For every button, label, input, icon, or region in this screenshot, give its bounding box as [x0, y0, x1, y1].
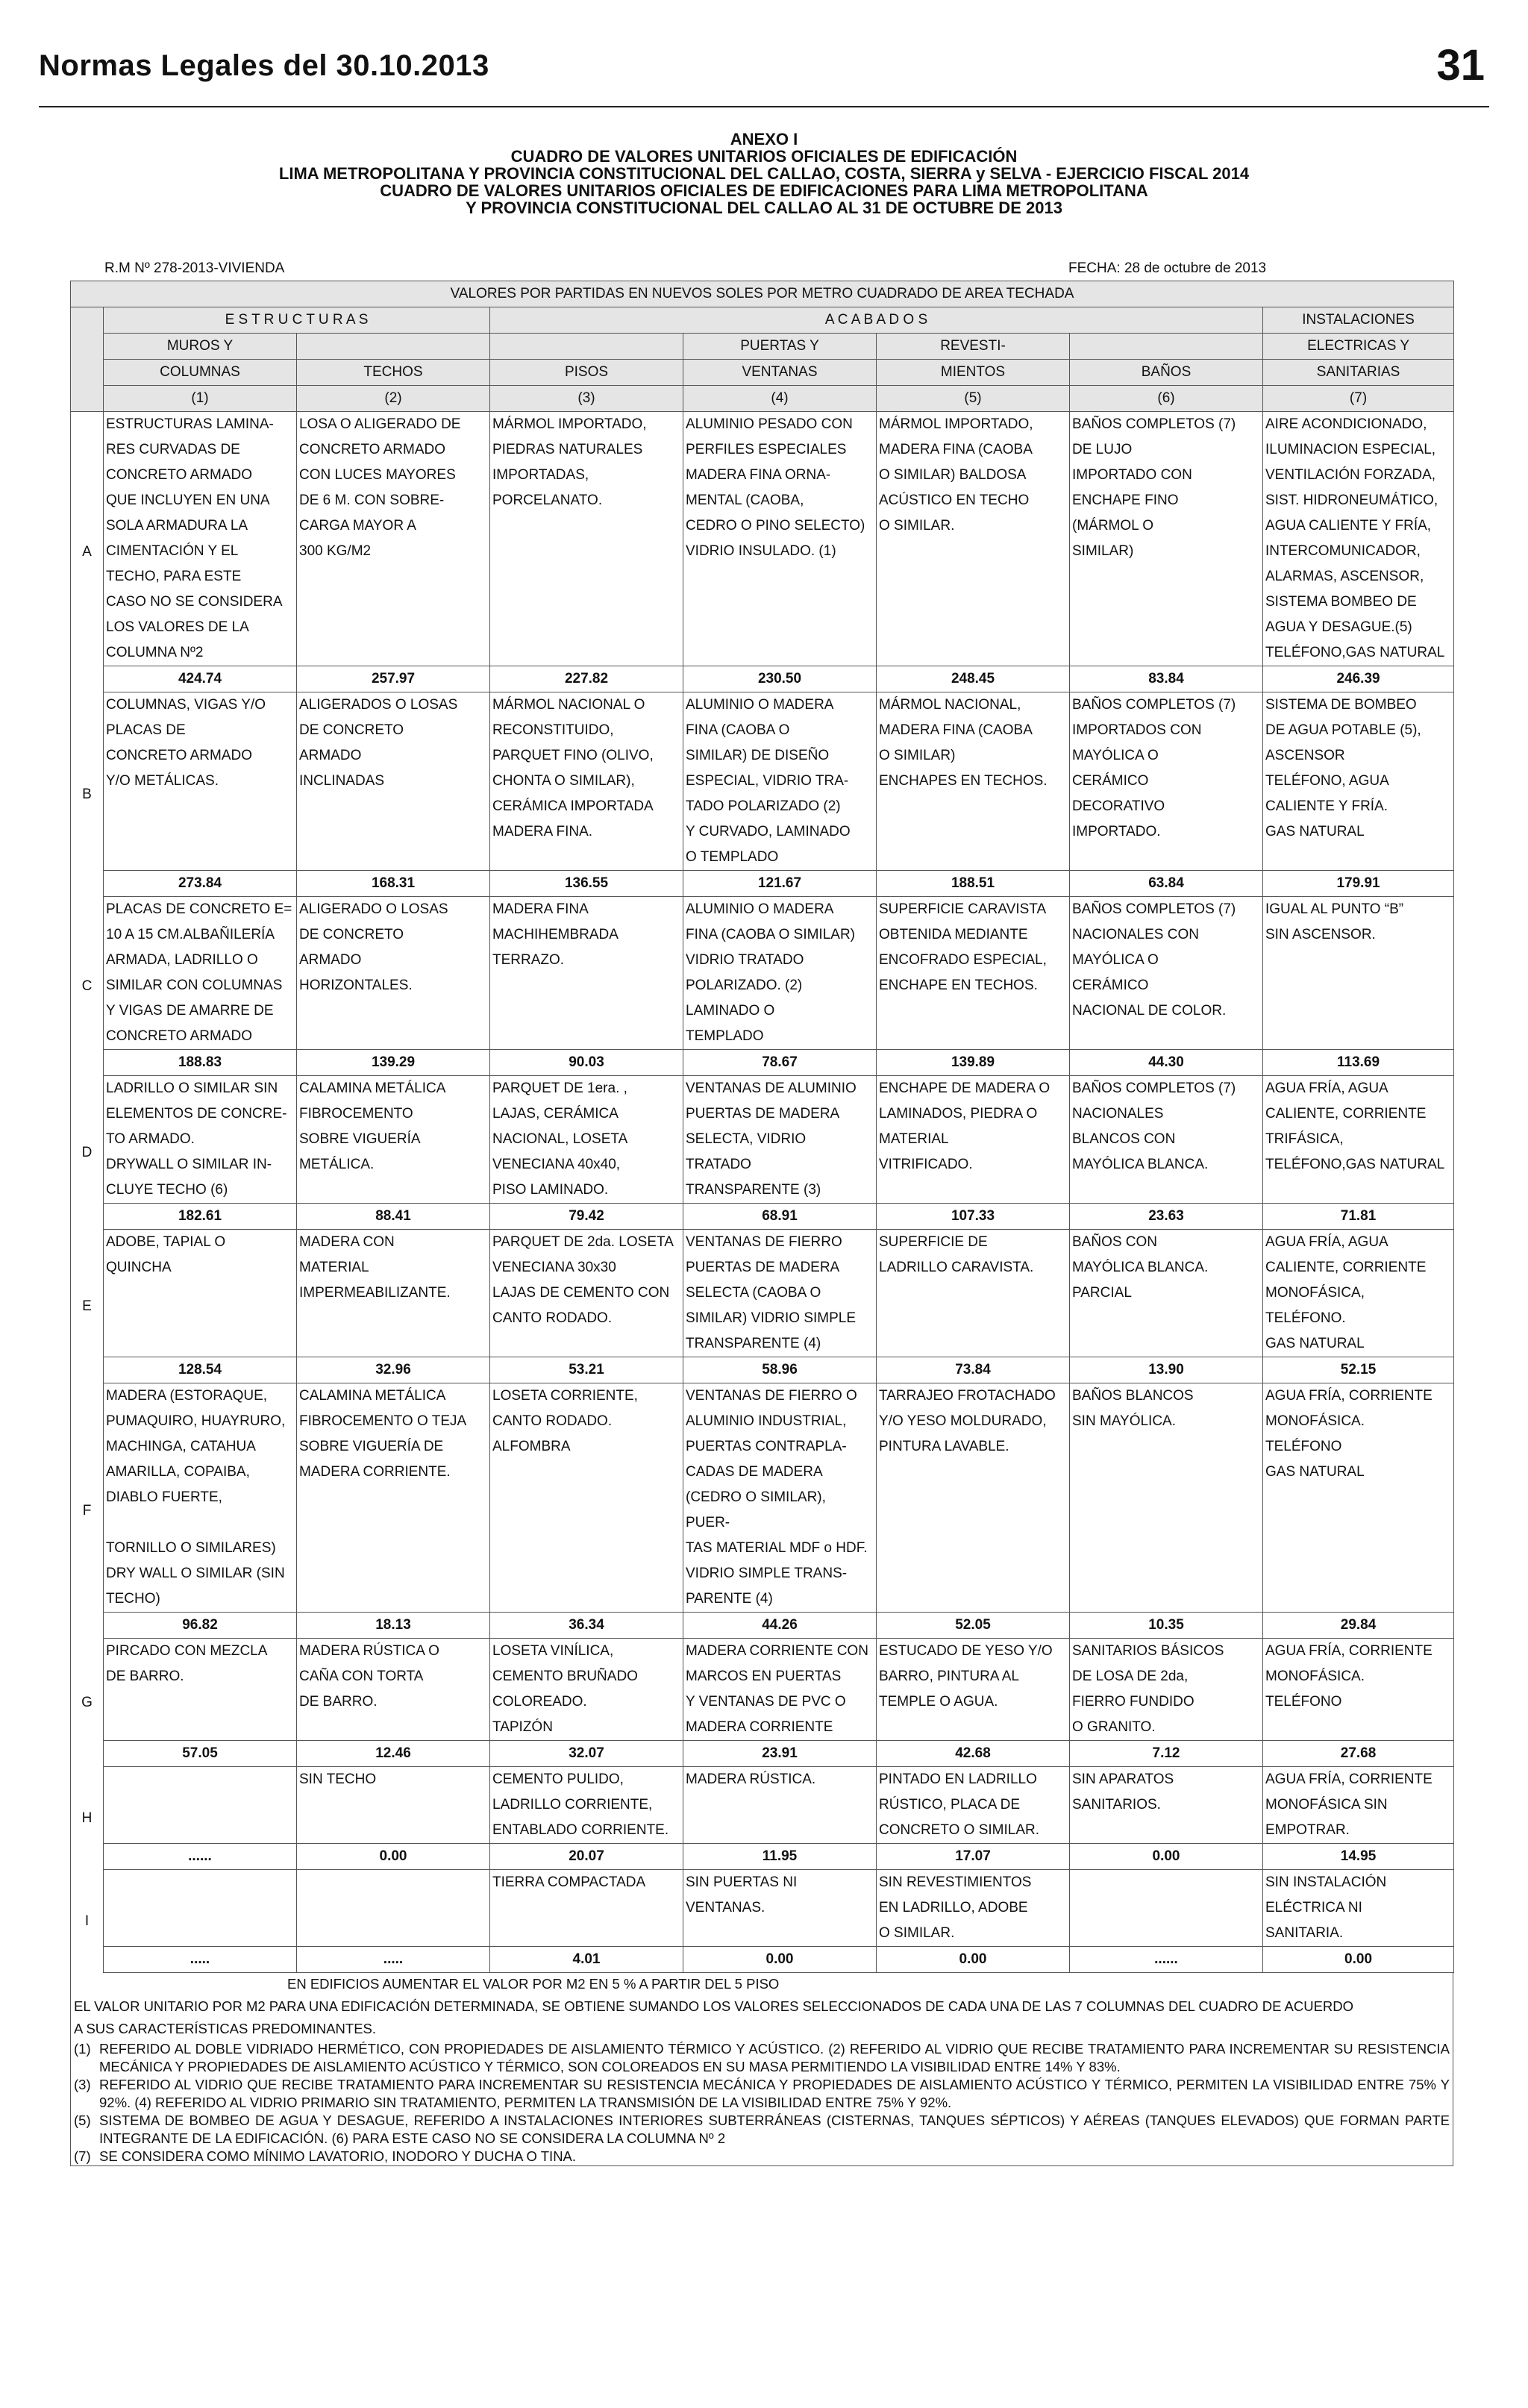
category-value-row	[71, 871, 1454, 897]
description-cell: TARRAJEO FROTACHADO Y/O YESO MOLDURADO, PINTURA LAVABLE.	[877, 1383, 1070, 1613]
footnote-text: SISTEMA DE BOMBEO DE AGUA Y DESAGUE, REFERIDO A INSTALACIONES INTERIORES SUBTERRÁNEAS (CISTERNAS, TANQUES SÉPTICOS) Y AÉREAS (TANQUES ELEVADOS) QUE FORMAN PARTE INTEGRANTE DE LA EDIFICACIÓN. (6) PARA ESTE CASO NO SE CONSIDERA LA COLUMNA Nº 2	[99, 2113, 1450, 2146]
description-cell: AIRE ACONDICIONADO, ILUMINACION ESPECIAL, VENTILACIÓN FORZADA, SIST. HIDRONEUMÁTICO, AGUA CALIENTE Y FRÍA, INTERCOMUNICADOR, ALARMAS, ASCENSOR, SISTEMA BOMBEO DE AGUA Y DESAGUE.(5) TELÉFONO,GAS NATURAL	[1263, 412, 1454, 666]
category-description-row	[71, 692, 1454, 871]
value-cell: 68.91	[683, 1204, 877, 1230]
description-cell: LADRILLO O SIMILAR SIN ELEMENTOS DE CONCRE- TO ARMADO. DRYWALL O SIMILAR IN- CLUYE TECHO (6)	[104, 1076, 297, 1204]
column-header-line1	[297, 334, 490, 360]
column-number: (2)	[297, 386, 490, 412]
value-cell: .....	[297, 1947, 490, 1973]
value-cell: 17.07	[877, 1844, 1070, 1870]
value-cell: 36.34	[490, 1613, 683, 1639]
footnote	[71, 2112, 1453, 2148]
table-banner-row	[71, 281, 1454, 307]
description-cell: LOSA O ALIGERADO DE CONCRETO ARMADO CON LUCES MAYORES DE 6 M. CON SOBRE- CARGA MAYOR A 300 KG/M2	[297, 412, 490, 666]
column-header-line1: PUERTAS Y	[683, 334, 877, 360]
footnote	[71, 2076, 1453, 2112]
value-cell: 136.55	[490, 871, 683, 897]
category-description-row	[71, 1870, 1454, 1947]
description-cell: VENTANAS DE ALUMINIO PUERTAS DE MADERA SELECTA, VIDRIO TRATADO TRANSPARENTE (3)	[683, 1076, 877, 1204]
column-number: (6)	[1070, 386, 1263, 412]
description-cell: SANITARIOS BÁSICOS DE LOSA DE 2da, FIERRO FUNDIDO O GRANITO.	[1070, 1639, 1263, 1741]
value-cell: 0.00	[297, 1844, 490, 1870]
title-line-3: CUADRO DE VALORES UNITARIOS OFICIALES DE EDIFICACIONES PARA LIMA METROPOLITANA	[380, 181, 1148, 200]
category-value-row	[71, 1357, 1454, 1383]
category-value-row	[71, 1947, 1454, 1973]
column-header-line1: ELECTRICAS Y	[1263, 334, 1454, 360]
description-cell: MADERA RÚSTICA O CAÑA CON TORTA DE BARRO.	[297, 1639, 490, 1741]
value-cell: 107.33	[877, 1204, 1070, 1230]
footnote-text: REFERIDO AL DOBLE VIDRIADO HERMÉTICO, CON PROPIEDADES DE AISLAMIENTO TÉRMICO Y ACÚSTICO. (2) REFERIDO AL VIDRIO QUE RECIBE TRATAMIENTO PARA INCREMENTAR SU RESISTENCIA MECÁNICA Y PROPIEDADES DE AISLAMIENTO ACÚSTICO Y TÉRMICO, SON COLOREADOS EN SU MASA PERMITIENDO LA VISIBILIDAD ENTRE 14% Y 83%.	[99, 2041, 1450, 2074]
column-number-row	[71, 386, 1454, 412]
column-number: (5)	[877, 386, 1070, 412]
description-cell: VENTANAS DE FIERRO PUERTAS DE MADERA SELECTA (CAOBA O SIMILAR) VIDRIO SIMPLE TRANSPARENTE (4)	[683, 1230, 877, 1357]
value-cell: 88.41	[297, 1204, 490, 1230]
category-value-row	[71, 1844, 1454, 1870]
value-cell: 179.91	[1263, 871, 1454, 897]
footnote-number: (7)	[74, 2148, 91, 2164]
description-cell: CALAMINA METÁLICA FIBROCEMENTO SOBRE VIGUERÍA METÁLICA.	[297, 1076, 490, 1204]
description-cell	[104, 1767, 297, 1844]
group-header-row	[71, 307, 1454, 334]
value-cell: 0.00	[877, 1947, 1070, 1973]
description-cell: SUPERFICIE CARAVISTA OBTENIDA MEDIANTE ENCOFRADO ESPECIAL, ENCHAPE EN TECHOS.	[877, 897, 1070, 1050]
description-cell: ALUMINIO PESADO CON PERFILES ESPECIALES MADERA FINA ORNA- MENTAL (CAOBA, CEDRO O PINO SELECTO) VIDRIO INSULADO. (1)	[683, 412, 877, 666]
category-description-row	[71, 1076, 1454, 1204]
value-cell: 44.30	[1070, 1050, 1263, 1076]
description-cell: BAÑOS CON MAYÓLICA BLANCA. PARCIAL	[1070, 1230, 1263, 1357]
title-annex: ANEXO I	[730, 130, 798, 148]
description-cell: BAÑOS COMPLETOS (7) NACIONALES CON MAYÓLICA O CERÁMICO NACIONAL DE COLOR.	[1070, 897, 1263, 1050]
column-header-line1: MUROS Y	[104, 334, 297, 360]
column-header-line1	[490, 334, 683, 360]
column-header-line2: TECHOS	[297, 360, 490, 386]
description-cell: SUPERFICIE DE LADRILLO CARAVISTA.	[877, 1230, 1070, 1357]
value-cell: 4.01	[490, 1947, 683, 1973]
description-cell: PLACAS DE CONCRETO E= 10 A 15 CM.ALBAÑILERÍA ARMADA, LADRILLO O SIMILAR CON COLUMNAS Y VIGAS DE AMARRE DE CONCRETO ARMADO	[104, 897, 297, 1050]
value-cell: 23.63	[1070, 1204, 1263, 1230]
value-cell: 83.84	[1070, 666, 1263, 692]
footnote-text: SE CONSIDERA COMO MÍNIMO LAVATORIO, INODORO Y DUCHA O TINA.	[99, 2148, 577, 2164]
title-line-4: Y PROVINCIA CONSTITUCIONAL DEL CALLAO AL 31 DE OCTUBRE DE 2013	[466, 198, 1062, 217]
description-cell: AGUA FRÍA, CORRIENTE MONOFÁSICA. TELÉFONO GAS NATURAL	[1263, 1383, 1454, 1613]
column-header-row-2	[71, 360, 1454, 386]
description-cell: AGUA FRÍA, CORRIENTE MONOFÁSICA. TELÉFONO	[1263, 1639, 1454, 1741]
description-cell: ESTRUCTURAS LAMINA- RES CURVADAS DE CONCRETO ARMADO QUE INCLUYEN EN UNA SOLA ARMADURA LA CIMENTACIÓN Y EL TECHO, PARA ESTE CASO NO SE CONSIDERA LOS VALORES DE LA COLUMNA Nº2	[104, 412, 297, 666]
value-cell: 14.95	[1263, 1844, 1454, 1870]
column-number: (4)	[683, 386, 877, 412]
resolution-number: R.M Nº 278-2013-VIVIENDA	[104, 260, 285, 276]
value-cell: 96.82	[104, 1613, 297, 1639]
category-letter: I	[71, 1870, 104, 1973]
category-letter: G	[71, 1639, 104, 1767]
value-cell: 246.39	[1263, 666, 1454, 692]
footer-calculation-note: EL VALOR UNITARIO POR M2 PARA UNA EDIFICACIÓN DETERMINADA, SE OBTIENE SUMANDO LOS VALORES SELECCIONADOS DE CADA UNA DE LAS 7 COLUMNAS DEL CUADRO DE ACUERDO	[74, 1998, 1354, 2014]
description-cell: AGUA FRÍA, CORRIENTE MONOFÁSICA SIN EMPOTRAR.	[1263, 1767, 1454, 1844]
value-cell: 0.00	[1263, 1947, 1454, 1973]
description-cell: ESTUCADO DE YESO Y/O BARRO, PINTURA AL TEMPLE O AGUA.	[877, 1639, 1070, 1741]
value-cell: 71.81	[1263, 1204, 1454, 1230]
value-cell: 10.35	[1070, 1613, 1263, 1639]
category-letter: C	[71, 897, 104, 1076]
category-letter: A	[71, 412, 104, 692]
column-number: (7)	[1263, 386, 1454, 412]
value-cell: 139.29	[297, 1050, 490, 1076]
description-cell: PIRCADO CON MEZCLA DE BARRO.	[104, 1639, 297, 1741]
value-cell: 44.26	[683, 1613, 877, 1639]
category-description-row	[71, 1383, 1454, 1613]
value-cell: 53.21	[490, 1357, 683, 1383]
column-number: (3)	[490, 386, 683, 412]
title-line-1: CUADRO DE VALORES UNITARIOS OFICIALES DE EDIFICACIÓN	[510, 147, 1018, 166]
value-cell: 73.84	[877, 1357, 1070, 1383]
group-estructuras: E S T R U C T U R A S	[104, 307, 490, 334]
category-letter: D	[71, 1076, 104, 1230]
category-letter: F	[71, 1383, 104, 1639]
table-banner: VALORES POR PARTIDAS EN NUEVOS SOLES POR METRO CUADRADO DE AREA TECHADA	[71, 281, 1454, 307]
description-cell: MÁRMOL IMPORTADO, PIEDRAS NATURALES IMPORTADAS, PORCELANATO.	[490, 412, 683, 666]
category-description-row	[71, 1230, 1454, 1357]
value-cell: ......	[104, 1844, 297, 1870]
column-header-row-1	[71, 334, 1454, 360]
value-cell: 188.83	[104, 1050, 297, 1076]
column-header-line2: PISOS	[490, 360, 683, 386]
footnote	[71, 2040, 1453, 2076]
value-cell: 20.07	[490, 1844, 683, 1870]
page-header	[39, 39, 1489, 107]
description-cell: MÁRMOL NACIONAL, MADERA FINA (CAOBA O SIMILAR) ENCHAPES EN TECHOS.	[877, 692, 1070, 871]
footnote-number: (1)	[74, 2041, 91, 2057]
description-cell: MADERA (ESTORAQUE, PUMAQUIRO, HUAYRURO, MACHINGA, CATAHUA AMARILLA, COPAIBA, DIABLO FUERTE, TORNILLO O SIMILARES) DRY WALL O SIMILAR (SIN TECHO)	[104, 1383, 297, 1613]
description-cell: ALUMINIO O MADERA FINA (CAOBA O SIMILAR) DE DISEÑO ESPECIAL, VIDRIO TRA- TADO POLARIZADO (2) Y CURVADO, LAMINADO O TEMPLADO	[683, 692, 877, 871]
description-cell: ENCHAPE DE MADERA O LAMINADOS, PIEDRA O MATERIAL VITRIFICADO.	[877, 1076, 1070, 1204]
value-cell: 52.05	[877, 1613, 1070, 1639]
column-number: (1)	[104, 386, 297, 412]
value-cell: 188.51	[877, 871, 1070, 897]
description-cell: MADERA FINA MACHIHEMBRADA TERRAZO.	[490, 897, 683, 1050]
value-cell: 168.31	[297, 871, 490, 897]
value-cell: 11.95	[683, 1844, 877, 1870]
value-cell: 257.97	[297, 666, 490, 692]
value-cell: 128.54	[104, 1357, 297, 1383]
column-header-line1: REVESTI-	[877, 334, 1070, 360]
footnote-number: (5)	[74, 2113, 91, 2128]
document-date: FECHA: 28 de octubre de 2013	[1068, 260, 1267, 276]
description-cell: SIN PUERTAS NI VENTANAS.	[683, 1870, 877, 1947]
description-cell: AGUA FRÍA, AGUA CALIENTE, CORRIENTE TRIFÁSICA, TELÉFONO,GAS NATURAL	[1263, 1076, 1454, 1204]
column-header-line2: COLUMNAS	[104, 360, 297, 386]
value-cell: .....	[104, 1947, 297, 1973]
description-cell	[104, 1870, 297, 1947]
column-header-line2: BAÑOS	[1070, 360, 1263, 386]
description-cell: MADERA CORRIENTE CON MARCOS EN PUERTAS Y VENTANAS DE PVC O MADERA CORRIENTE	[683, 1639, 877, 1741]
column-header-line1	[1070, 334, 1263, 360]
value-cell: 42.68	[877, 1741, 1070, 1767]
value-cell: 52.15	[1263, 1357, 1454, 1383]
description-cell: PARQUET DE 1era. , LAJAS, CERÁMICA NACIONAL, LOSETA VENECIANA 40x40, PISO LAMINADO.	[490, 1076, 683, 1204]
value-cell: 0.00	[683, 1947, 877, 1973]
category-description-row	[71, 897, 1454, 1050]
description-cell: CEMENTO PULIDO, LADRILLO CORRIENTE, ENTABLADO CORRIENTE.	[490, 1767, 683, 1844]
value-cell: 57.05	[104, 1741, 297, 1767]
value-cell: 12.46	[297, 1741, 490, 1767]
value-cell: 273.84	[104, 871, 297, 897]
value-cell: 29.84	[1263, 1613, 1454, 1639]
value-cell: 18.13	[297, 1613, 490, 1639]
value-cell: 58.96	[683, 1357, 877, 1383]
value-cell: 79.42	[490, 1204, 683, 1230]
value-cell: 424.74	[104, 666, 297, 692]
category-value-row	[71, 666, 1454, 692]
description-cell: LOSETA CORRIENTE, CANTO RODADO. ALFOMBRA	[490, 1383, 683, 1613]
value-cell: 230.50	[683, 666, 877, 692]
category-value-row	[71, 1050, 1454, 1076]
value-cell: 90.03	[490, 1050, 683, 1076]
value-cell: 113.69	[1263, 1050, 1454, 1076]
value-cell: 0.00	[1070, 1844, 1263, 1870]
description-cell: ALUMINIO O MADERA FINA (CAOBA O SIMILAR) VIDRIO TRATADO POLARIZADO. (2) LAMINADO O TEMPLADO	[683, 897, 877, 1050]
description-cell: SIN INSTALACIÓN ELÉCTRICA NI SANITARIA.	[1263, 1870, 1454, 1947]
value-cell: 78.67	[683, 1050, 877, 1076]
description-cell: COLUMNAS, VIGAS Y/O PLACAS DE CONCRETO ARMADO Y/O METÁLICAS.	[104, 692, 297, 871]
value-cell: ......	[1070, 1947, 1263, 1973]
value-cell: 121.67	[683, 871, 877, 897]
description-cell: BAÑOS COMPLETOS (7) IMPORTADOS CON MAYÓLICA O CERÁMICO DECORATIVO IMPORTADO.	[1070, 692, 1263, 871]
category-description-row	[71, 1639, 1454, 1741]
footer-floor-note: EN EDIFICIOS AUMENTAR EL VALOR POR M2 EN 5 % A PARTIR DEL 5 PISO	[287, 1976, 780, 1992]
column-header-line2: MIENTOS	[877, 360, 1070, 386]
description-cell: BAÑOS COMPLETOS (7) DE LUJO IMPORTADO CON ENCHAPE FINO (MÁRMOL O SIMILAR)	[1070, 412, 1263, 666]
document-titles	[39, 131, 1489, 216]
description-cell: MÁRMOL IMPORTADO, MADERA FINA (CAOBA O SIMILAR) BALDOSA ACÚSTICO EN TECHO O SIMILAR.	[877, 412, 1070, 666]
description-cell: LOSETA VINÍLICA, CEMENTO BRUÑADO COLOREADO. TAPIZÓN	[490, 1639, 683, 1741]
category-letter: H	[71, 1767, 104, 1870]
column-header-line2: SANITARIAS	[1263, 360, 1454, 386]
category-letter: E	[71, 1230, 104, 1383]
value-cell: 27.68	[1263, 1741, 1454, 1767]
description-cell: SIN APARATOS SANITARIOS.	[1070, 1767, 1263, 1844]
description-cell: ALIGERADOS O LOSAS DE CONCRETO ARMADO INCLINADAS	[297, 692, 490, 871]
group-acabados: A C A B A D O S	[490, 307, 1263, 334]
column-header-line2: VENTANAS	[683, 360, 877, 386]
value-cell: 227.82	[490, 666, 683, 692]
value-cell: 13.90	[1070, 1357, 1263, 1383]
description-cell: TIERRA COMPACTADA	[490, 1870, 683, 1947]
description-cell: PARQUET DE 2da. LOSETA VENECIANA 30x30 LAJAS DE CEMENTO CON CANTO RODADO.	[490, 1230, 683, 1357]
category-value-row	[71, 1741, 1454, 1767]
footnote-number: (3)	[74, 2077, 91, 2092]
valuation-table	[70, 281, 1454, 1973]
description-cell: ADOBE, TAPIAL O QUINCHA	[104, 1230, 297, 1357]
description-cell: MADERA CON MATERIAL IMPERMEABILIZANTE.	[297, 1230, 490, 1357]
footnote	[71, 2148, 1453, 2165]
category-header-cell	[71, 307, 104, 412]
publication-title: Normas Legales del 30.10.2013	[39, 49, 489, 82]
table-footer	[70, 1973, 1453, 2166]
description-cell: VENTANAS DE FIERRO O ALUMINIO INDUSTRIAL, PUERTAS CONTRAPLA- CADAS DE MADERA (CEDRO O SIMILAR), PUER- TAS MATERIAL MDF o HDF. VIDRIO SIMPLE TRANS- PARENTE (4)	[683, 1383, 877, 1613]
description-cell: ALIGERADO O LOSAS DE CONCRETO ARMADO HORIZONTALES.	[297, 897, 490, 1050]
value-cell: 63.84	[1070, 871, 1263, 897]
page-number: 31	[1436, 41, 1485, 90]
category-value-row	[71, 1204, 1454, 1230]
category-description-row	[71, 412, 1454, 666]
description-cell: PINTADO EN LADRILLO RÚSTICO, PLACA DE CONCRETO O SIMILAR.	[877, 1767, 1070, 1844]
description-cell: MÁRMOL NACIONAL O RECONSTITUIDO, PARQUET FINO (OLIVO, CHONTA O SIMILAR), CERÁMICA IMPORTADA MADERA FINA.	[490, 692, 683, 871]
value-cell: 32.96	[297, 1357, 490, 1383]
description-cell: BAÑOS BLANCOS SIN MAYÓLICA.	[1070, 1383, 1263, 1613]
description-cell: BAÑOS COMPLETOS (7) NACIONALES BLANCOS CON MAYÓLICA BLANCA.	[1070, 1076, 1263, 1204]
value-cell: 248.45	[877, 666, 1070, 692]
footnotes	[71, 2040, 1453, 2165]
description-cell: SISTEMA DE BOMBEO DE AGUA POTABLE (5), ASCENSOR TELÉFONO, AGUA CALIENTE Y FRÍA. GAS NATURAL	[1263, 692, 1454, 871]
description-cell: SIN TECHO	[297, 1767, 490, 1844]
description-cell	[1070, 1870, 1263, 1947]
description-cell: IGUAL AL PUNTO “B” SIN ASCENSOR.	[1263, 897, 1454, 1050]
description-cell: SIN REVESTIMIENTOS EN LADRILLO, ADOBE O SIMILAR.	[877, 1870, 1070, 1947]
value-cell: 23.91	[683, 1741, 877, 1767]
value-cell: 7.12	[1070, 1741, 1263, 1767]
value-cell: 182.61	[104, 1204, 297, 1230]
description-cell	[297, 1870, 490, 1947]
value-cell: 139.89	[877, 1050, 1070, 1076]
description-cell: CALAMINA METÁLICA FIBROCEMENTO O TEJA SOBRE VIGUERÍA DE MADERA CORRIENTE.	[297, 1383, 490, 1613]
category-value-row	[71, 1613, 1454, 1639]
footer-calculation-note-cont: A SUS CARACTERÍSTICAS PREDOMINANTES.	[74, 2021, 377, 2036]
value-cell: 32.07	[490, 1741, 683, 1767]
category-description-row	[71, 1767, 1454, 1844]
group-instalaciones: INSTALACIONES	[1263, 307, 1454, 334]
category-letter: B	[71, 692, 104, 897]
description-cell: MADERA RÚSTICA.	[683, 1767, 877, 1844]
description-cell: AGUA FRÍA, AGUA CALIENTE, CORRIENTE MONOFÁSICA, TELÉFONO. GAS NATURAL	[1263, 1230, 1454, 1357]
footnote-text: REFERIDO AL VIDRIO QUE RECIBE TRATAMIENTO PARA INCREMENTAR SU RESISTENCIA MECÁNICA Y PROPIEDADES DE AISLAMIENTO ACÚSTICO Y TÉRMICO, PERMITEN LA VISIBILIDAD ENTRE 75% Y 92%. (4) REFERIDO AL VIDRIO PRIMARIO SIN TRATAMIENTO, PERMITEN LA TRANSMISIÓN DE LA VISIBILIDAD ENTRE 75% Y 92%.	[99, 2077, 1450, 2110]
title-line-2: LIMA METROPOLITANA Y PROVINCIA CONSTITUCIONAL DEL CALLAO, COSTA, SIERRA y SELVA - EJERCICIO FISCAL 2014	[278, 164, 1250, 183]
